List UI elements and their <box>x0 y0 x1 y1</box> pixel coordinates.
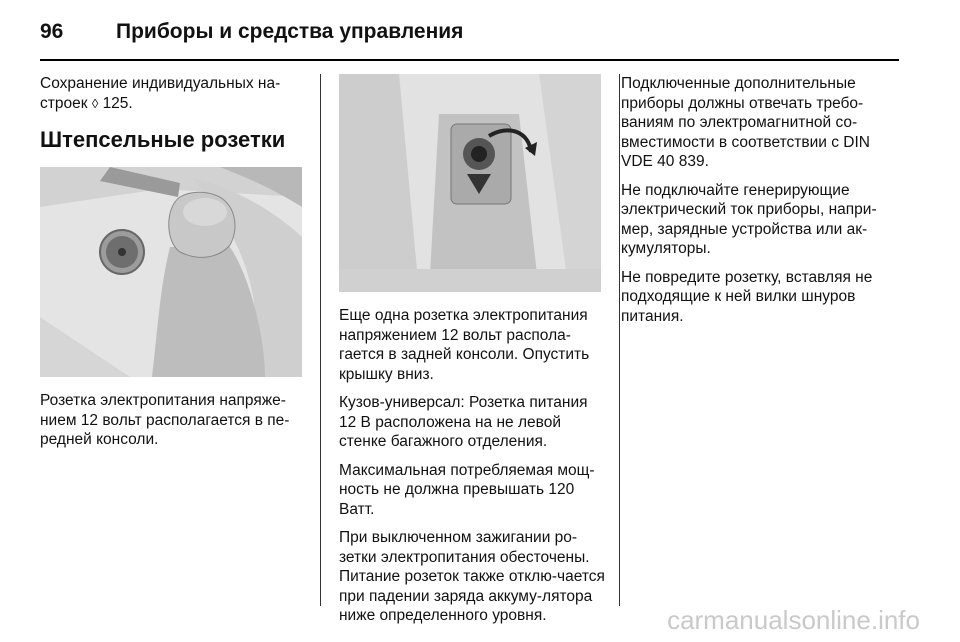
column-2 <box>339 74 605 635</box>
page-number: 96 <box>40 20 64 43</box>
column-1 <box>40 74 306 459</box>
column-divider <box>619 74 620 606</box>
intro-paragraph: Сохранение индивидуальных на-строек ◊ 125. <box>40 75 281 112</box>
paragraph: Максимальная потребляемая мощ-ность не должна превышать 120 Ватт. <box>339 461 595 518</box>
column-3 <box>621 74 903 335</box>
front-console-socket-illustration <box>40 167 302 377</box>
section-title: Штепсельные розетки <box>40 127 286 152</box>
paragraph: Еще одна розетка электропитания напряжением 12 вольт распола-гается в задней консоли. Опустить крышку вниз. <box>339 307 590 383</box>
page-title: Приборы и средства управления <box>116 20 464 43</box>
header-rule <box>40 59 899 61</box>
rear-console-socket-illustration <box>339 74 601 292</box>
page-header <box>40 16 463 48</box>
watermark: carmanualsonline.info <box>667 605 920 635</box>
paragraph: Не подключайте генерирующие электрический ток приборы, напри-мер, зарядные устройства или ак-кумуляторы. <box>621 181 877 257</box>
column-divider <box>320 74 321 606</box>
reference-arrow-icon: ◊ <box>91 95 99 111</box>
page-reference[interactable]: 125. <box>102 94 133 112</box>
figure-caption: Розетка электропитания напряже-нием 12 вольт располагается в пе-редней консоли. <box>40 392 290 448</box>
paragraph: При выключенном зажигании ро-зетки электропитания обесточены. Питание розеток также отклю-чается при падении заряда аккуму-лятора ниже определенного уровня. <box>339 529 605 624</box>
paragraph: Подключенные дополнительные приборы должны отвечать требо-ваниям по электромагнитной со-вместимости в соответствии с DIN VDE 40 839. <box>621 75 870 170</box>
paragraph: Кузов-универсал: Розетка питания 12 В расположена на не левой стенке багажного отделения. <box>339 394 588 450</box>
paragraph: Не повредите розетку, вставляя не подходящие к ней вилки шнуров питания. <box>621 268 873 325</box>
